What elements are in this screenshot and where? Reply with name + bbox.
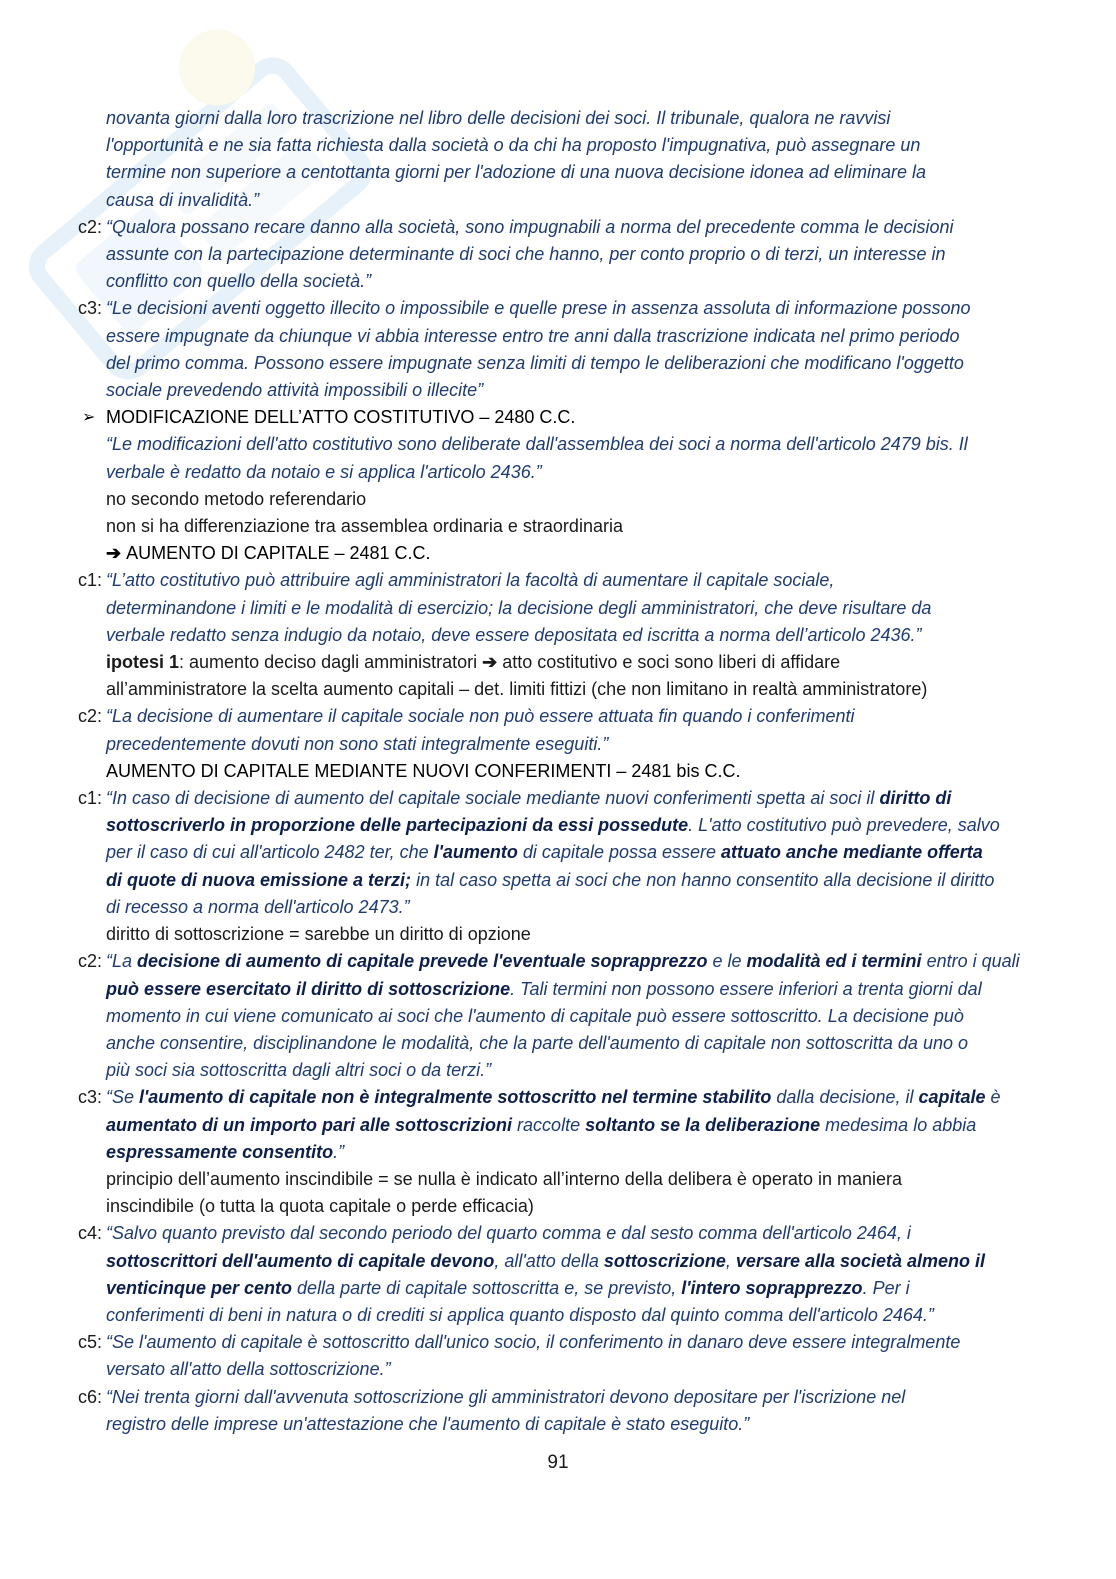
right-arrow-icon: ➔	[106, 543, 127, 564]
quote-line: verbale redatto senza indugio da notaio, deve essere depositata ed iscritta a norma dell’articolo 2436.”	[106, 624, 922, 645]
quote-line: essere impugnate da chiunque vi abbia interesse entro tre anni dalla trascrizione indicata nel primo periodo	[106, 325, 960, 346]
quote-line: può essere esercitato il diritto di sottoscrizione. Tali termini non possono essere inferiori a trenta giorni dal	[106, 978, 982, 999]
quote-line: sottoscriverlo in proporzione delle partecipazioni da essi possedute. L'atto costitutivo può prevedere, salvo	[106, 815, 1000, 836]
note-line: diritto di sottoscrizione = sarebbe un diritto di opzione	[106, 924, 531, 945]
quote-line: conflitto con quello della società.”	[106, 271, 372, 292]
quote-line: c3: “Se l'aumento di capitale non è integralmente sottoscritto nel termine stabilito dalla decisione, il capitale è	[78, 1084, 1023, 1111]
quote-line: aumentato di un importo pari alle sottoscrizioni raccolte soltanto se la deliberazione medesima lo abbia	[106, 1114, 977, 1135]
quote-line: c5: “Se l'aumento di capitale è sottoscritto dall'unico socio, il conferimento in danaro deve essere integralmente	[78, 1329, 1023, 1356]
quote-line: più soci sia sottoscritta dagli altri soci o da terzi.”	[106, 1060, 492, 1081]
quote-line: versato all'atto della sottoscrizione.”	[106, 1359, 391, 1380]
arrowhead-bullet-icon: ➢	[82, 409, 96, 427]
quote-line: causa di invalidità.”	[106, 189, 260, 210]
comma-label: c1:	[78, 788, 103, 809]
quote-line: di quote di nuova emissione a terzi; in tal caso spetta ai soci che non hanno consentito alla decisione il diritto	[106, 869, 995, 890]
note-line: no secondo metodo referendario	[106, 488, 367, 509]
quote-line: verbale è redatto da notaio e si applica l'articolo 2436.”	[106, 461, 542, 482]
quote-line: registro delle imprese un'attestazione che l'aumento di capitale è stato eseguito.”	[106, 1413, 750, 1434]
quote-line: venticinque per cento della parte di capitale sottoscritta e, se previsto, l'intero soprapprezzo. Per i	[106, 1277, 910, 1298]
quote-line: “Le modificazioni dell'atto costitutivo sono deliberate dall'assemblea dei soci a norma dell'articolo 2479 bis. Il	[106, 434, 968, 455]
comma-label: c4:	[78, 1223, 103, 1244]
quote-line: momento in cui viene comunicato ai soci che l'aumento di capitale può essere sottoscritto. La decisione può	[106, 1005, 964, 1026]
note-line: all’amministratore la scelta aumento capitali – det. limiti fittizi (che non limitano in realtà amministratore)	[106, 679, 928, 700]
quote-line: novanta giorni dalla loro trascrizione nel libro delle decisioni dei soci. Il tribunale, qualora ne ravvisi	[106, 108, 891, 128]
quote-line: c1: “In caso di decisione di aumento del capitale sociale mediante nuovi conferimenti spetta ai soci il diritto di	[78, 785, 1023, 812]
subsection-heading: AUMENTO DI CAPITALE MEDIANTE NUOVI CONFERIMENTI – 2481 bis C.C.	[106, 760, 741, 781]
quote-line: c3: “Le decisioni aventi oggetto illecito o impossibile e quelle prese in assenza assoluta di informazione possono	[78, 295, 1023, 322]
quote-line: c1: “L’atto costitutivo può attribuire agli amministratori la facoltà di aumentare il capitale sociale,	[78, 567, 1023, 594]
quote-line: c6: “Nei trenta giorni dall'avvenuta sottoscrizione gli amministratori devono depositare per l'iscrizione nel	[78, 1384, 1023, 1411]
note-line: inscindibile (o tutta la quota capitale o perde efficacia)	[106, 1196, 534, 1217]
quote-line: c2: “La decisione di aumento di capitale prevede l'eventuale soprapprezzo e le modalità ed i termini entro i quali	[78, 948, 1023, 975]
comma-label: c6:	[78, 1386, 103, 1407]
section-heading: ➢ MODIFICAZIONE DELL’ATTO COSTITUTIVO – 2480 C.C.	[78, 404, 1023, 431]
quote-line: espressamente consentito.”	[106, 1141, 345, 1162]
quote-line: termine non superiore a centottanta giorni per l'adozione di una nuova decisione idonea ad eliminare la	[106, 162, 926, 183]
right-arrow-icon: ➔	[482, 652, 498, 673]
quote-line: c2: “La decisione di aumentare il capitale sociale non può essere attuata fin quando i conferimenti	[78, 703, 1023, 730]
note-line: non si ha differenziazione tra assemblea ordinaria e straordinaria	[106, 516, 623, 537]
document-body	[78, 105, 1023, 1438]
comma-label: c5:	[78, 1332, 103, 1353]
quote-line: l'opportunità e ne sia fatta richiesta dalla società o da chi ha proposto l'impugnativa, può assegnare un	[106, 135, 921, 156]
quote-line: del primo comma. Possono essere impugnate senza limiti di tempo le deliberazioni che modificano l'oggetto	[106, 352, 964, 373]
quote-line: assunte con la partecipazione determinante di soci che hanno, per conto proprio o di terzi, un interesse in	[106, 244, 946, 265]
quote-line: di recesso a norma dell'articolo 2473.”	[106, 896, 410, 917]
quote-line: c2: “Qualora possano recare danno alla società, sono impugnabili a norma del precedente comma le decisioni	[78, 214, 1023, 241]
comma-label: c3:	[78, 1087, 103, 1108]
note-line: ipotesi 1: aumento deciso dagli amministratori ➔ atto costitutivo e soci sono liberi di affidare	[106, 652, 841, 673]
quote-line: determinandone i limiti e le modalità di esercizio; la decisione degli amministratori, che deve risultare da	[106, 597, 932, 618]
comma-label: c2:	[78, 706, 103, 727]
quote-line: conferimenti di beni in natura o di crediti si applica quanto disposto dal quinto comma dell'articolo 2464.”	[106, 1304, 934, 1325]
quote-line: precedentemente dovuti non sono stati integralmente eseguiti.”	[106, 733, 609, 754]
quote-line: sottoscrittori dell'aumento di capitale devono, all'atto della sottoscrizione, versare alla società almeno il	[106, 1250, 986, 1271]
note-line: principio dell’aumento inscindibile = se nulla è indicato all’interno della delibera è operato in maniera	[106, 1168, 902, 1189]
comma-label: c2:	[78, 216, 103, 237]
quote-line: sociale prevedendo attività impossibili o illecite”	[106, 380, 484, 401]
page-number: 91	[547, 1452, 569, 1473]
quote-line: c4: “Salvo quanto previsto dal secondo periodo del quarto comma e dal sesto comma dell'articolo 2464, i	[78, 1220, 1023, 1247]
comma-label: c2:	[78, 951, 103, 972]
quote-line: anche consentire, disciplinandone le modalità, che la parte dell'aumento di capitale non sottoscritta da uno o	[106, 1032, 968, 1053]
quote-line: per il caso di cui all'articolo 2482 ter, che l'aumento di capitale possa essere attuato anche mediante offerta	[106, 842, 983, 863]
subsection-heading: ➔ AUMENTO DI CAPITALE – 2481 C.C.	[106, 543, 431, 564]
comma-label: c3:	[78, 298, 103, 319]
comma-label: c1:	[78, 570, 103, 591]
